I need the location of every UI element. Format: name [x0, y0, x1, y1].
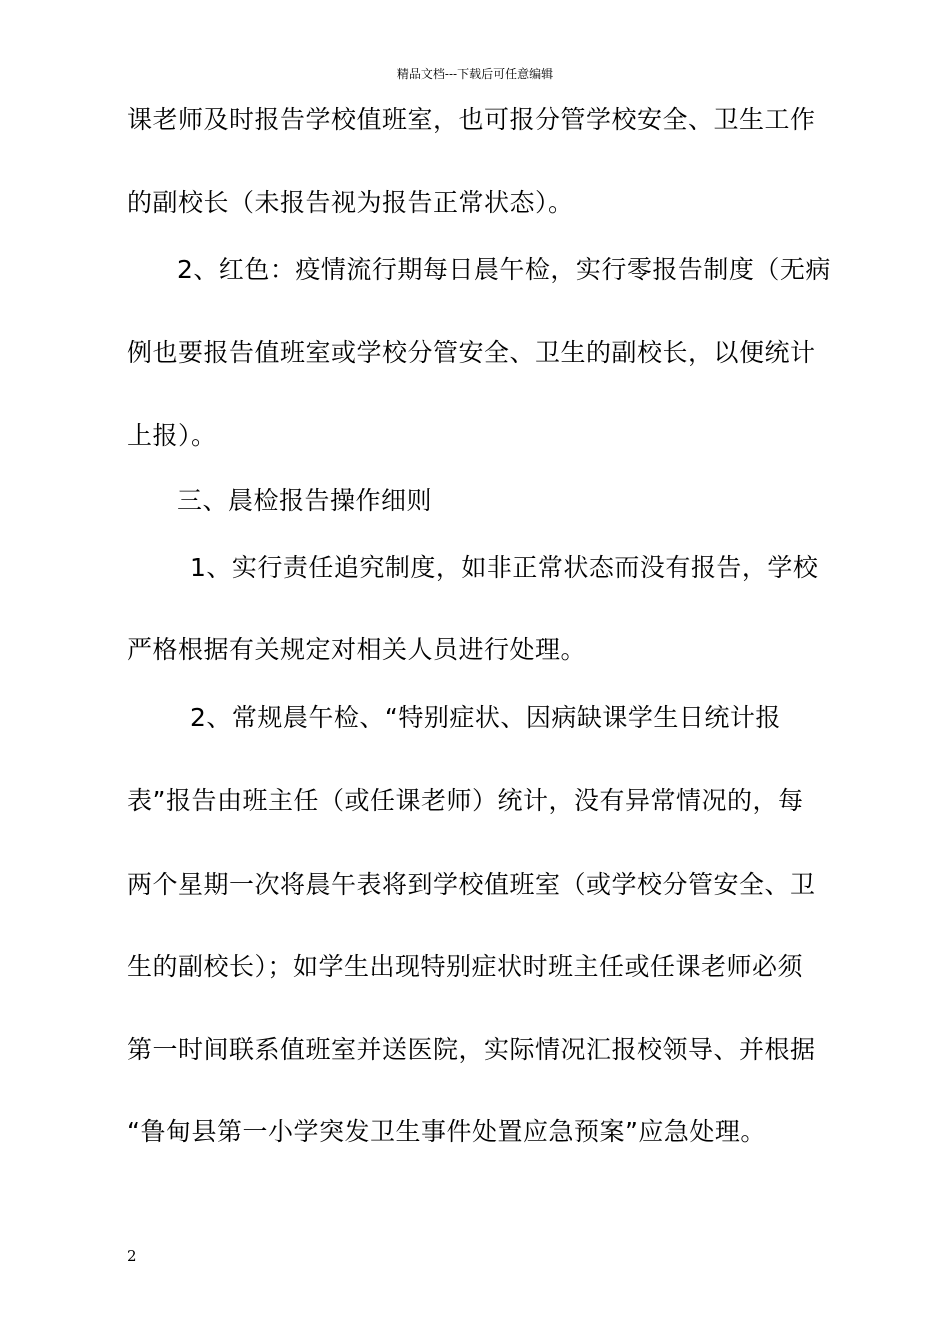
- body-line-9: 2、常规晨午检、“特别症状、因病缺课学生日统计报: [190, 703, 781, 732]
- body-line-10: 表”报告由班主任（或任课老师）统计，没有异常情况的，每: [127, 786, 804, 815]
- body-line-3: 2、红色：疫情流行期每日晨午检，实行零报告制度（无病: [177, 255, 831, 284]
- page-number: 2: [127, 1247, 137, 1265]
- body-line-13: 第一时间联系值班室并送医院，实际情况汇报校领导、并根据: [127, 1035, 816, 1064]
- body-line-4: 例也要报告值班室或学校分管安全、卫生的副校长，以便统计: [127, 338, 816, 367]
- body-line-11: 两个星期一次将晨午表将到学校值班室（或学校分管安全、卫: [127, 870, 816, 899]
- body-line-2: 的副校长（未报告视为报告正常状态）。: [127, 188, 574, 217]
- body-line-8: 严格根据有关规定对相关人员进行处理。: [127, 635, 587, 664]
- page-header: 精品文档---下载后可任意编辑: [396, 67, 554, 81]
- body-line-5: 上报）。: [127, 421, 217, 450]
- body-line-7: 1、实行责任追究制度，如非正常状态而没有报告，学校: [190, 553, 819, 582]
- section-heading: 三、晨检报告操作细则: [177, 486, 433, 515]
- body-line-14: “鲁甸县第一小学突发卫生事件处置应急预案”应急处理。: [127, 1117, 766, 1146]
- body-line-12: 生的副校长）；如学生出现特别症状时班主任或任课老师必须: [127, 952, 804, 981]
- body-line-1: 课老师及时报告学校值班室，也可报分管学校安全、卫生工作: [127, 105, 816, 134]
